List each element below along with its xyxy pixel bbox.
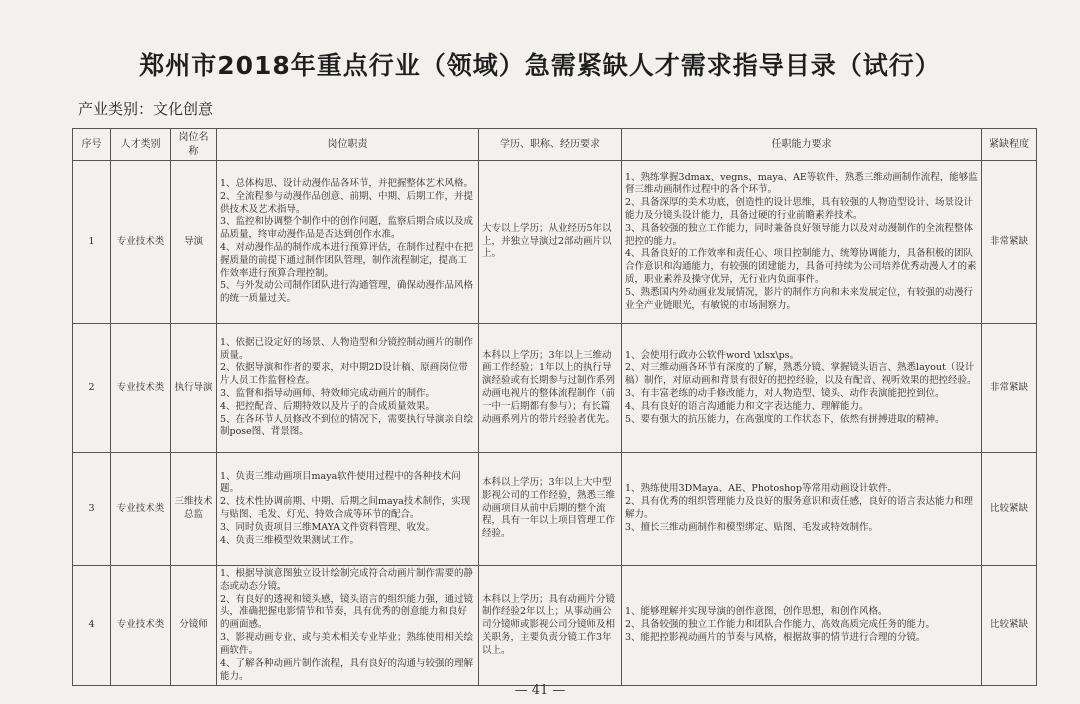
col-header-abilities: 任职能力要求: [622, 129, 982, 161]
talent-table: [72, 128, 1037, 686]
cell-requirements: 本科以上学历；具有动画片分镜制作经验2年以上；从事动画公司分镜师或影视公司分镜师及相关职务，主要负责分镜工作3年以上。: [479, 566, 622, 686]
cell-position: 导演: [171, 161, 217, 324]
duty-item: 2、依据导演和作者的要求，对中期2D设计稿、原画岗位带片人员工作监督检查。: [220, 362, 468, 387]
ability-item: 2、具备较强的独立工作能力和团队合作能力、高效高质完成任务的能力。: [625, 619, 936, 631]
table-row: [73, 453, 1037, 566]
duty-item: 2、全流程参与动漫作品创意、前期、中期、后期工作，并提供技术及艺术指导。: [220, 190, 474, 215]
cell-type: 专业技术类: [111, 566, 171, 686]
duty-item: 3、影视动画专业、或与美术相关专业毕业；熟练使用相关绘画软件。: [220, 632, 474, 656]
cell-abilities: [622, 453, 982, 566]
cell-duties: [217, 161, 479, 324]
duty-item: 1、总体构思、设计动漫作品各环节，并把握整体艺术风格。: [220, 177, 474, 189]
cell-type: 专业技术类: [111, 453, 171, 566]
col-header-position: 岗位名称: [171, 129, 217, 161]
cell-abilities: [622, 161, 982, 324]
cell-type: 专业技术类: [111, 161, 171, 324]
cell-no: 2: [73, 324, 111, 453]
document-title: 郑州市2018年重点行业（领域）急需紧缺人才需求指导目录（试行）: [139, 51, 941, 80]
ability-item: 4、具备良好的工作效率和责任心、项目控制能力、统筹协调能力，具备积极的团队合作意识和沟通能力，有较强的团建能力，具备可持续为公司培养优秀动漫人才的素质，职业素养及操守优异，无行业内负面事件。: [625, 248, 977, 286]
cell-position: 三维技术总监: [171, 453, 217, 566]
col-header-no: 序号: [73, 129, 111, 161]
table-header-row: [73, 129, 1037, 161]
industry-category: 产业类别：文化创意: [78, 100, 214, 118]
cell-no: 3: [73, 453, 111, 566]
cell-requirements: 本科以上学历；3年以上三维动画工作经验；1年以上的执行导演经验或有长期参与过制作系列动画电视片的整体流程制作（前一中一后期都有参与）；有长篇动画系列片的带片经验者优先。: [479, 324, 622, 453]
ability-item: 3、有丰富老练的动手修改能力，对人物造型、镜头、动作表演能把控到位。: [625, 388, 945, 399]
cell-requirements: 本科以上学历；3年以上大中型影视公司的工作经验，熟悉三维动画项目从前中后期的整个流程，具有一年以上项目管理工作经验。: [479, 453, 622, 566]
cell-urgency: 非常紧缺: [982, 161, 1037, 324]
ability-item: 1、会使用行政办公软件word \xlsx\ps。: [625, 349, 800, 361]
duty-item: 2、技术性协调前期、中期、后期之间maya技术制作，实现与贴图、毛发、灯光、特效合成等环节的配合。: [220, 496, 471, 520]
ability-item: 3、擅长三维动画制作和模型绑定、贴图、毛发或特效制作。: [625, 521, 879, 533]
duty-item: 5、与外发动公司制作团队进行沟通管理，确保动漫作品风格的统一质量过关。: [220, 280, 474, 305]
ability-item: 5、熟悉国内外动画业发展情况，影片的制作方向和未来发展定位，有较强的动漫行业全产业链眼光，有敏锐的市场洞察力。: [625, 286, 974, 311]
cell-urgency: 比较紧缺: [982, 566, 1037, 686]
cell-no: 1: [73, 161, 111, 324]
cell-no: 4: [73, 566, 111, 686]
col-header-requirements: 学历、职称、经历要求: [479, 129, 622, 161]
duty-item: 4、了解各种动画片制作流程，具有良好的沟通与较强的理解能力。: [220, 657, 474, 682]
col-header-type: 人才类别: [111, 129, 171, 161]
ability-item: 2、对三维动画各环节有深度的了解，熟悉分镜、掌握镜头语言、熟悉layout（设计稿）制作，对原动画和背景有很好的把控经验，以及有配音、视听效果的把控经验。: [625, 362, 977, 387]
duty-item: 1、负责三维动画项目maya软件使用过程中的各种技术问题。: [220, 470, 461, 495]
col-header-urgency: 紧缺程度: [982, 129, 1037, 161]
duty-item: 2、有良好的透视和镜头感，镜头语言的组织能力强，通过镜头，准确把握电影情节和节奏，具有优秀的创意能力和良好的画面感。: [220, 593, 474, 631]
ability-item: 1、熟练掌握3dmax、vegns、maya、AE等软件，熟悉三维动画制作流程，能够监督三维动画制作过程中的各个环节。: [625, 171, 978, 196]
cell-type: 专业技术类: [111, 324, 171, 453]
cell-position: 执行导演: [171, 324, 217, 453]
duty-item: 4、把控配音、后期特效以及片子的合成质量效果。: [220, 400, 436, 412]
cell-duties: [217, 453, 479, 566]
duty-item: 3、监督和指导动画师、特效师完成动画片的制作。: [220, 388, 436, 399]
cell-urgency: 非常紧缺: [982, 324, 1037, 453]
table-row: [73, 161, 1037, 324]
ability-item: 4、具有良好的语言沟通能力和文字表达能力、理解能力。: [625, 400, 869, 412]
ability-item: 1、能够理解并实现导演的创作意图，创作思想，和创作风格。: [625, 606, 888, 618]
page-number: — 41 —: [514, 683, 566, 698]
duty-item: 3、监控和协调整个制作中的创作问题，监察后期合成以及成品质量，终审动漫作品是否达到创作水准。: [220, 216, 474, 241]
duty-item: 5、在各环节人员修改不到位的情况下，需要执行导演亲自绘制pose图、背景图。: [220, 413, 474, 438]
table-row: [73, 566, 1037, 686]
ability-item: 5、要有强大的抗压能力，在高强度的工作状态下，依然有拼搏进取的精神。: [625, 413, 945, 425]
duty-item: 3、同时负责项目三维MAYA文件资料管理、收发。: [220, 521, 436, 533]
table-row: [73, 324, 1037, 453]
cell-duties: [217, 566, 479, 686]
duty-item: 4、负责三维模型效果测试工作。: [220, 534, 360, 546]
col-header-duties: 岗位职责: [217, 129, 479, 161]
ability-item: 3、具备较强的独立工作能力，同时兼备良好领导能力以及对动漫制作的全流程整体把控的能力。: [625, 222, 974, 247]
cell-position: 分镜师: [171, 566, 217, 686]
ability-item: 2、具有优秀的组织管理能力及良好的服务意识和责任感，良好的语言表达能力和理解力。: [625, 496, 974, 520]
cell-urgency: 比较紧缺: [982, 453, 1037, 566]
ability-item: 3、能把控影视动画片的节奏与风格，根据故事的情节进行合理的分镜。: [625, 632, 926, 644]
duty-item: 4、对动漫作品的制作成本进行预算评估，在制作过程中在把握质量的前提下通过制作团队管理，制作流程制定，提高工作效率进行预算合理控制。: [220, 242, 474, 279]
ability-item: 2、具备深厚的美术功底，创造性的设计思维，具有较强的人物造型设计、场景设计能力及分镜头设计能力，具备过硬的行业前瞻素养技术。: [625, 197, 974, 221]
cell-abilities: [622, 324, 982, 453]
duty-item: 1、根据导演意图独立设计绘制完成符合动画片制作需要的静态或动态分镜。: [220, 568, 474, 592]
cell-duties: [217, 324, 479, 453]
cell-abilities: [622, 566, 982, 686]
duty-item: 1、依据已设定好的场景、人物造型和分镜控制动画片的制作质量。: [220, 336, 474, 361]
cell-requirements: 大专以上学历；从业经历5年以上，并独立导演过2部动画片以上。: [479, 161, 622, 324]
ability-item: 1、熟练使用3DMaya、AE、Photoshop等常用动画设计软件。: [625, 483, 897, 495]
